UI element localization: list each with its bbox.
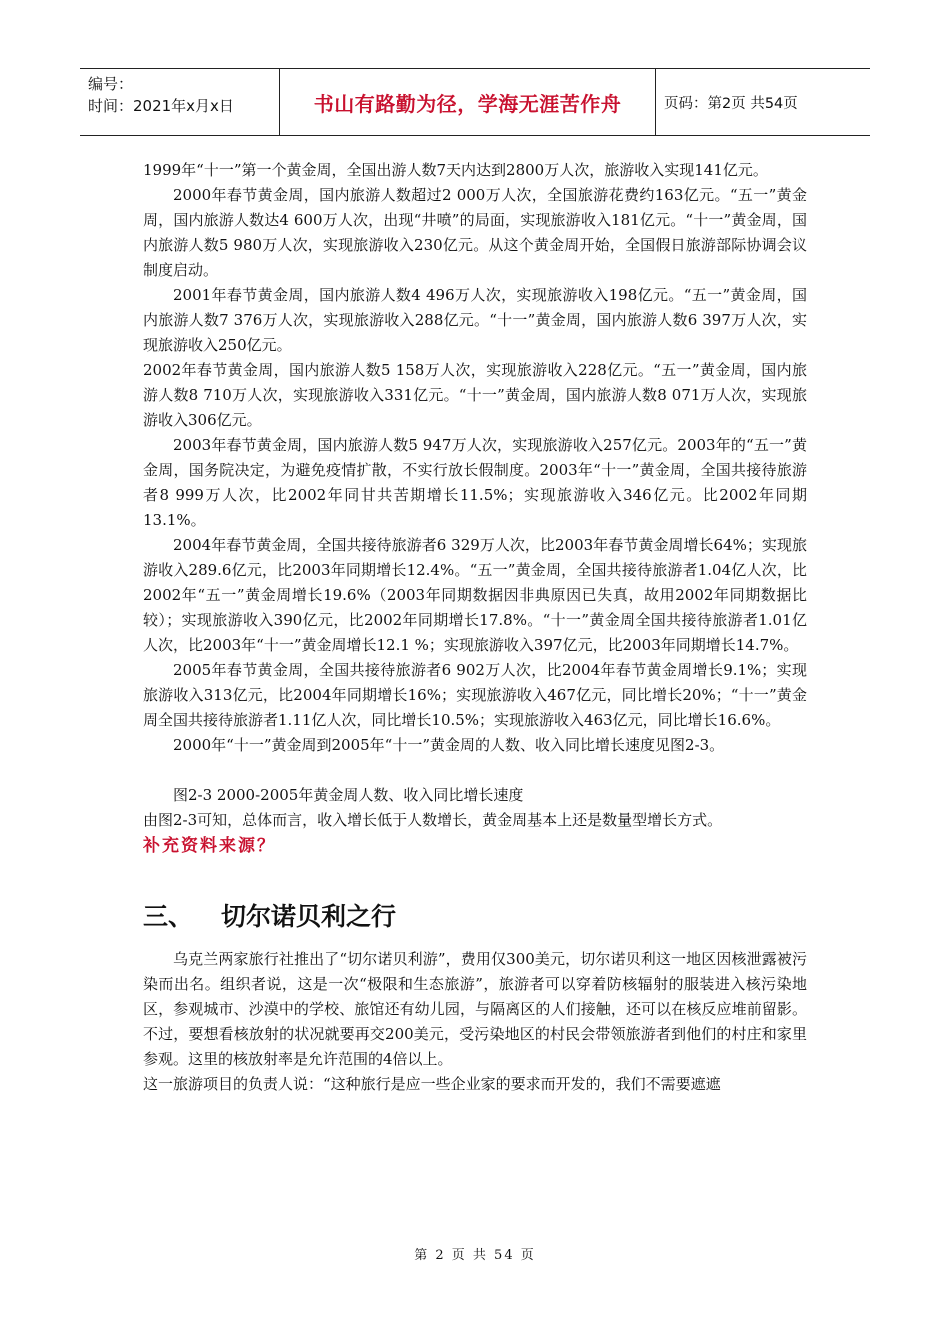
paragraph: 2003年春节黄金周，国内旅游人数5 947万人次，实现旅游收入257亿元。2003年的“五一”黄金周，国务院决定，为避免疫情扩散，不实行放长假制度。2003年“十一”黄金周，全国共接待旅游者8 999万人次，比2002年同甘共苦期增长11.5%；实现旅游收入346亿元。比2002年同期13.1%。 bbox=[143, 436, 807, 529]
paragraph: 1999年“十一”第一个黄金周，全国出游人数7天内达到2800万人次，旅游收入实现141亿元。 bbox=[143, 161, 768, 179]
page-footer: 第 2 页 共 54 页 bbox=[414, 1248, 536, 1263]
section-number: 三、 bbox=[143, 902, 194, 931]
document-number-label: 编号： bbox=[88, 75, 134, 93]
header-page-info: 页码：第2页 共54页 bbox=[664, 95, 798, 112]
conclusion-paragraph: 由图2-3可知，总体而言，收入增长低于人数增长，黄金周基本上还是数量型增长方式。 bbox=[143, 811, 723, 829]
figure-placeholder bbox=[143, 758, 807, 783]
paragraph: 2002年春节黄金周，国内旅游人数5 158万人次，实现旅游收入228亿元。“五一”黄金周，国内旅游人数8 710万人次，实现旅游收入331亿元。“十一”黄金周，国内旅游人数8 071万人次，实现旅游收入306亿元。 bbox=[143, 361, 807, 429]
paragraph: 乌克兰两家旅行社推出了“切尔诺贝利游”，费用仅300美元，切尔诺贝利这一地区因核泄露被污染而出名。组织者说，这是一次“极限和生态旅游”，旅游者可以穿着防核辐射的服装进入核污染地区，参观城市、沙漠中的学校、旅馆还有幼儿园，与隔离区的人们接触，还可以在核反应堆前留影。不过，要想看核放射的状况就要再交200美元，受污染地区的村民会带领旅游者到他们的村庄和家里参观。这里的核放射率是允许范围的4倍以上。 bbox=[143, 950, 807, 1068]
section-title: 切尔诺贝利之行 bbox=[221, 902, 397, 931]
header-motto: 书山有路勤为径，学海无涯苦作舟 bbox=[280, 69, 656, 135]
paragraph: 2000年春节黄金周，国内旅游人数超过2 000万人次，全国旅游花费约163亿元。“五一”黄金周，国内旅游人数达4 600万人次，出现“井喷”的局面，实现旅游收入181亿元。“十一”黄金周，国内旅游人数5 980万人次，实现旅游收入230亿元。从这个黄金周开始，全国假日旅游部际协调会议制度启动。 bbox=[143, 186, 807, 279]
document-body bbox=[143, 158, 807, 1097]
paragraph: 这一旅游项目的负责人说：“这种旅行是应一些企业家的要求而开发的，我们不需要遮遮 bbox=[143, 1075, 721, 1093]
section-heading bbox=[143, 899, 807, 935]
paragraph: 2000年“十一”黄金周到2005年“十一”黄金周的人数、收入同比增长速度见图2-3。 bbox=[173, 736, 725, 754]
figure-caption: 图2-3 2000-2005年黄金周人数、收入同比增长速度 bbox=[173, 786, 524, 804]
editor-note: 补充资料来源？ bbox=[143, 836, 276, 856]
header-meta bbox=[80, 69, 280, 135]
document-date: 时间：2021年x月x日 bbox=[88, 97, 234, 115]
paragraph: 2001年春节黄金周，国内旅游人数4 496万人次，实现旅游收入198亿元。“五一”黄金周，国内旅游人数7 376万人次，实现旅游收入288亿元。“十一”黄金周，国内旅游人数6 397万人次，实现旅游收入250亿元。 bbox=[143, 286, 807, 354]
page-header bbox=[80, 68, 870, 136]
paragraph: 2005年春节黄金周，全国共接待旅游者6 902万人次，比2004年春节黄金周增长9.1%；实现旅游收入313亿元，比2004年同期增长16%；实现旅游收入467亿元，同比增长20%；“十一”黄金周全国共接待旅游者1.11亿人次，同比增长10.5%；实现旅游收入463亿元，同比增长16.6%。 bbox=[143, 661, 807, 729]
paragraph: 2004年春节黄金周，全国共接待旅游者6 329万人次，比2003年春节黄金周增长64%；实现旅游收入289.6亿元，比2003年同期增长12.4%。“五一”黄金周，全国共接待旅游者1.04亿人次，比2002年“五一”黄金周增长19.6%（2003年同期数据因非典原因已失真，故用2002年同期数据比较）；实现旅游收入390亿元，比2002年同期增长17.8%。“十一”黄金周全国共接待旅游者1.01亿人次，比2003年“十一”黄金周增长12.1 %；实现旅游收入397亿元，比2003年同期增长14.7%。 bbox=[143, 536, 807, 654]
